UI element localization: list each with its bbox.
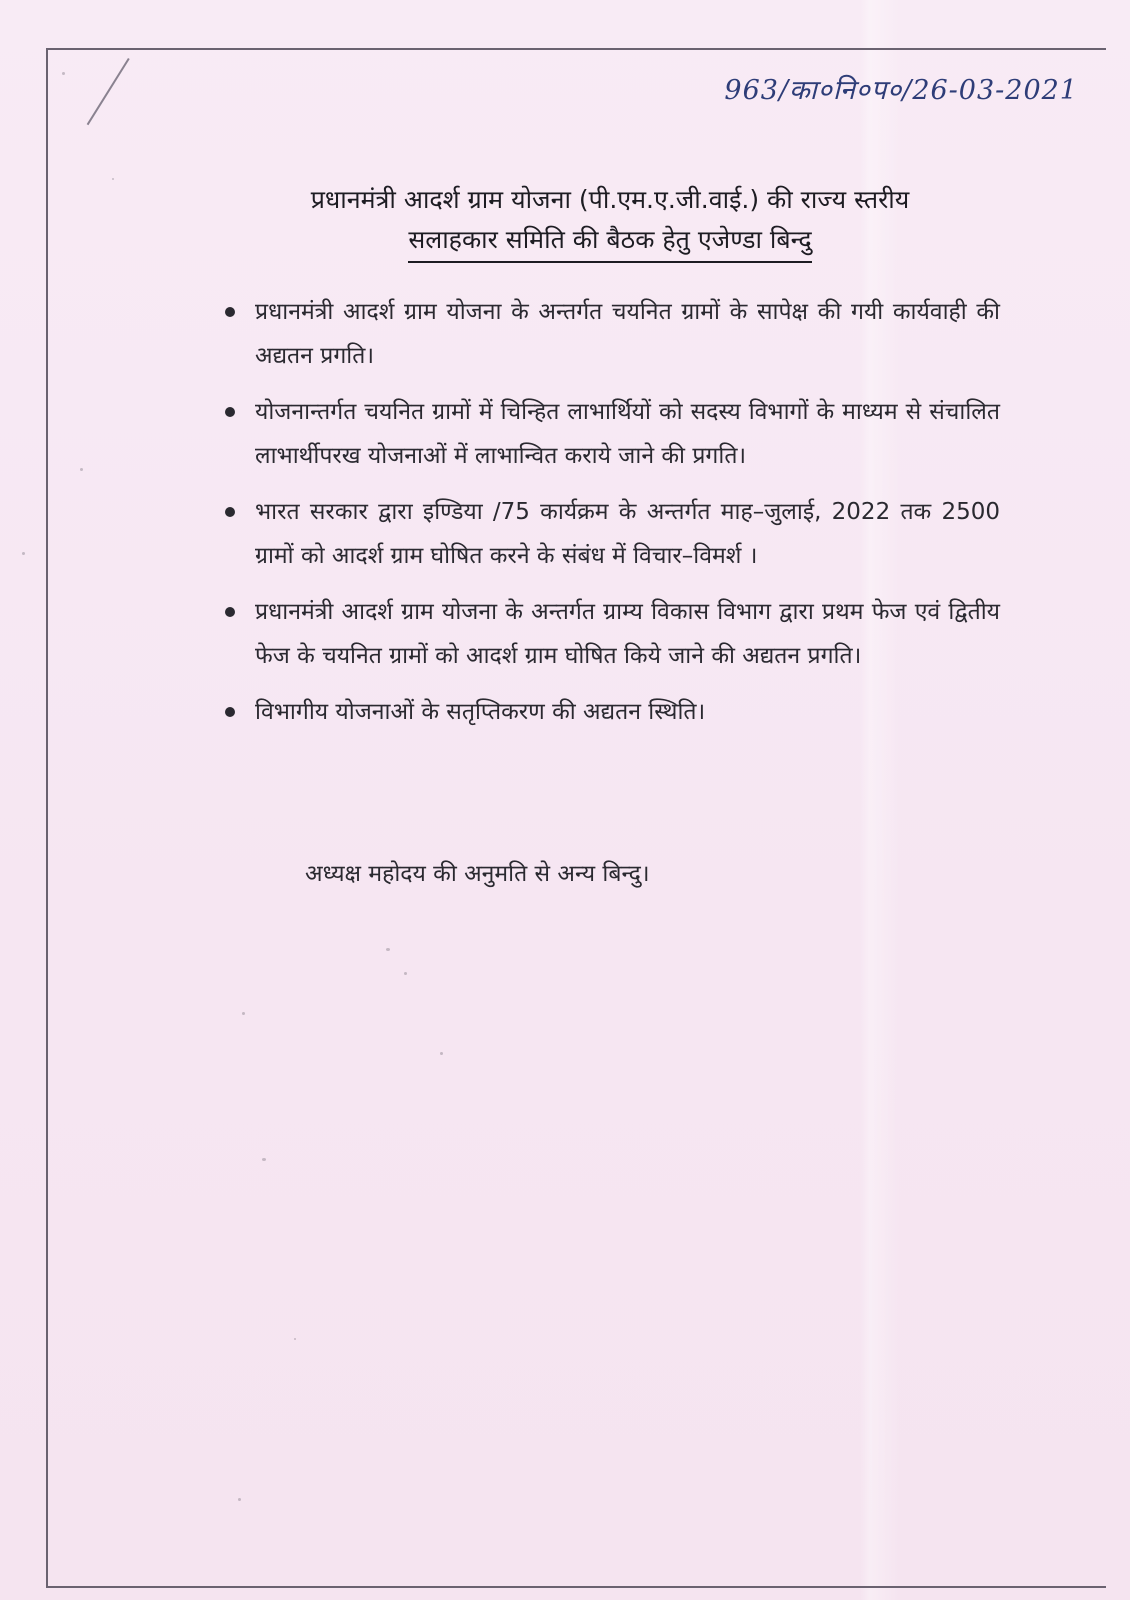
agenda-list xyxy=(225,290,1000,746)
agenda-item-text: प्रधानमंत्री आदर्श ग्राम योजना के अन्तर्गत चयनित ग्रामों के सापेक्ष की गयी कार्यवाही की अद्यतन प्रगति। xyxy=(255,299,1000,369)
agenda-item xyxy=(225,490,1000,578)
bullet-icon xyxy=(225,607,235,617)
agenda-item xyxy=(225,590,1000,678)
scan-speck xyxy=(440,1052,443,1055)
scan-speck xyxy=(242,1012,245,1015)
scan-speck xyxy=(262,1158,266,1161)
bullet-icon xyxy=(225,507,235,517)
agenda-item xyxy=(225,690,1000,734)
agenda-item xyxy=(225,390,1000,478)
page-border-bottom xyxy=(46,1586,1106,1588)
scan-speck xyxy=(294,1338,296,1340)
agenda-item xyxy=(225,290,1000,378)
page-border-top xyxy=(46,48,1106,50)
scan-speck xyxy=(80,468,83,471)
agenda-item-text: योजनान्तर्गत चयनित ग्रामों में चिन्हित लाभार्थियों को सदस्य विभागों के माध्यम से संचालित लाभार्थीपरख योजनाओं में लाभान्वित कराये जाने की प्रगति। xyxy=(255,399,1000,469)
scan-speck xyxy=(112,178,114,180)
agenda-item-text: विभागीय योजनाओं के सतृप्तिकरण की अद्यतन स्थिति। xyxy=(255,699,706,725)
bullet-icon xyxy=(225,407,235,417)
pen-stroke-mark xyxy=(87,58,130,125)
page-border-left xyxy=(46,48,48,1588)
scan-speck xyxy=(386,948,390,951)
scan-speck xyxy=(62,72,65,75)
bullet-icon xyxy=(225,307,235,317)
scan-speck xyxy=(404,972,407,975)
title-line-1: प्रधानमंत्री आदर्श ग्राम योजना (पी.एम.ए.जी.वाई.) की राज्य स्तरीय xyxy=(310,185,910,214)
agenda-item-text: प्रधानमंत्री आदर्श ग्राम योजना के अन्तर्गत ग्राम्य विकास विभाग द्वारा प्रथम फेज एवं द्वितीय फेज के चयनित ग्रामों को आदर्श ग्राम घोषित किये जाने की अद्यतन प्रगति। xyxy=(255,599,1000,669)
title-line-2: सलाहकार समिति की बैठक हेतु एजेण्डा बिन्दु xyxy=(408,220,811,263)
bullet-icon xyxy=(225,707,235,717)
scan-speck xyxy=(22,552,25,555)
scan-speck xyxy=(238,1498,241,1501)
handwritten-reference-number: 963/का०नि०प०/26-03-2021 xyxy=(724,75,1078,106)
closing-note: अध्यक्ष महोदय की अनुमति से अन्य बिन्दु। xyxy=(305,861,650,887)
agenda-item-text: भारत सरकार द्वारा इण्डिया /75 कार्यक्रम के अन्तर्गत माह–जुलाई, 2022 तक 2500 ग्रामों को आदर्श ग्राम घोषित करने के संबंध में विचार–विमर्श । xyxy=(255,499,1000,569)
document-title xyxy=(230,180,990,263)
